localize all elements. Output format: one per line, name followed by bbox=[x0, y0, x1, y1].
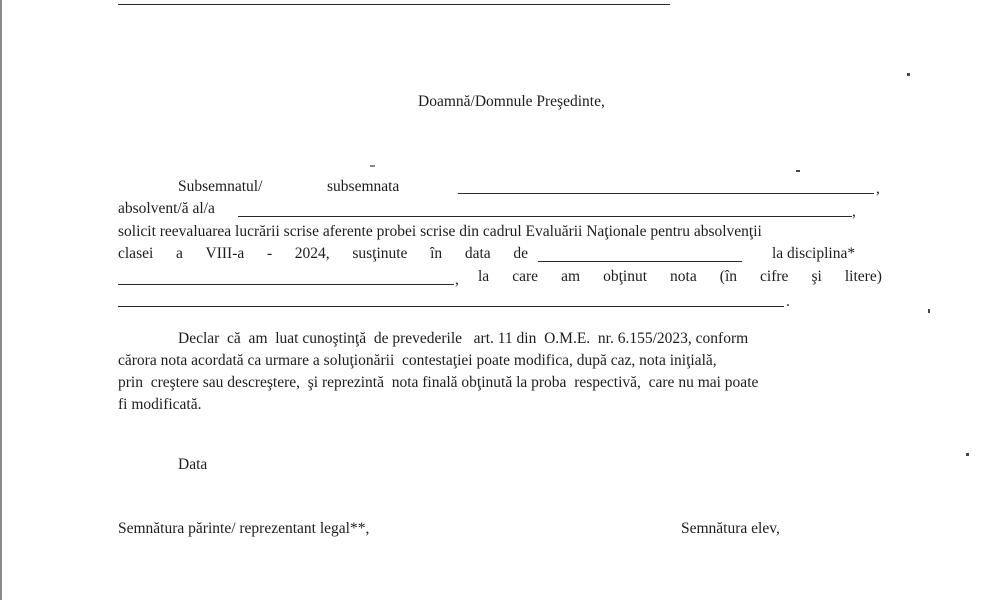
request-line-5 bbox=[478, 268, 882, 286]
page-left-edge bbox=[0, 0, 2, 600]
student-signature-label: Semnătura elev, bbox=[681, 520, 780, 537]
grade-field[interactable] bbox=[118, 293, 784, 307]
word: la bbox=[478, 268, 490, 285]
grade-field-period: . bbox=[786, 293, 790, 310]
word: şi bbox=[811, 268, 822, 285]
word: data bbox=[464, 245, 491, 262]
word: a bbox=[175, 245, 183, 262]
word: - bbox=[266, 245, 273, 262]
name-field[interactable] bbox=[458, 180, 874, 194]
word: litere) bbox=[844, 268, 882, 285]
scan-speck bbox=[370, 165, 375, 167]
school-field-comma: , bbox=[852, 203, 856, 220]
word: 2024, bbox=[294, 245, 330, 262]
scan-speck bbox=[796, 170, 800, 172]
word: clasei bbox=[118, 245, 154, 262]
request-line-1-b bbox=[327, 178, 399, 196]
request-line-3: solicit reevaluarea lucrării scrise aferente probei scrise din cadrul Evaluării Naţionale pentru absolvenţii bbox=[118, 223, 762, 240]
word: în bbox=[430, 245, 443, 262]
request-line-4 bbox=[118, 245, 528, 263]
declaration-line-1: Declar că am luat cunoştinţă de prevederile art. 11 din O.M.E. nr. 6.155/2023, conform bbox=[178, 330, 749, 347]
parent-signature-label: Semnătura părinte/ reprezentant legal**, bbox=[118, 520, 370, 537]
word: am bbox=[561, 268, 581, 285]
subsemnata-label: subsemnata bbox=[327, 178, 400, 195]
school-field[interactable] bbox=[238, 203, 852, 217]
declaration-line-4: fi modificată. bbox=[118, 396, 202, 413]
scan-speck bbox=[928, 309, 930, 313]
scan-speck bbox=[966, 453, 969, 456]
date-label: Data bbox=[178, 456, 208, 473]
discipline-field[interactable] bbox=[118, 271, 454, 285]
scan-speck bbox=[907, 73, 910, 76]
word: VIII-a bbox=[205, 245, 245, 262]
name-field-comma: , bbox=[876, 180, 880, 197]
word: care bbox=[512, 268, 539, 285]
request-line-1 bbox=[178, 178, 262, 196]
declaration-line-2: cărora nota acordată ca urmare a soluţionării contestaţiei poate modifica, după caz, nota iniţială, bbox=[118, 352, 717, 369]
declaration-line-3: prin creştere sau descreştere, şi reprezintă nota finală obţinută la proba respectivă, care nu mai poate bbox=[118, 374, 759, 391]
subsemnatul-label: Subsemnatul/ bbox=[178, 178, 263, 195]
word: nota bbox=[670, 268, 697, 285]
salutation: Doamnă/Domnule Preşedinte, bbox=[418, 93, 605, 110]
top-rule bbox=[118, 4, 670, 5]
word: susţinute bbox=[352, 245, 408, 262]
word: obţinut bbox=[603, 268, 647, 285]
word: cifre bbox=[760, 268, 789, 285]
word: de bbox=[513, 245, 528, 262]
word: (în bbox=[719, 268, 737, 285]
absolvent-label: absolvent/ă al/a bbox=[118, 200, 215, 217]
discipline-field-comma: , bbox=[455, 271, 459, 288]
discipline-label: la disciplina* bbox=[772, 245, 856, 262]
exam-date-field[interactable] bbox=[538, 248, 742, 262]
